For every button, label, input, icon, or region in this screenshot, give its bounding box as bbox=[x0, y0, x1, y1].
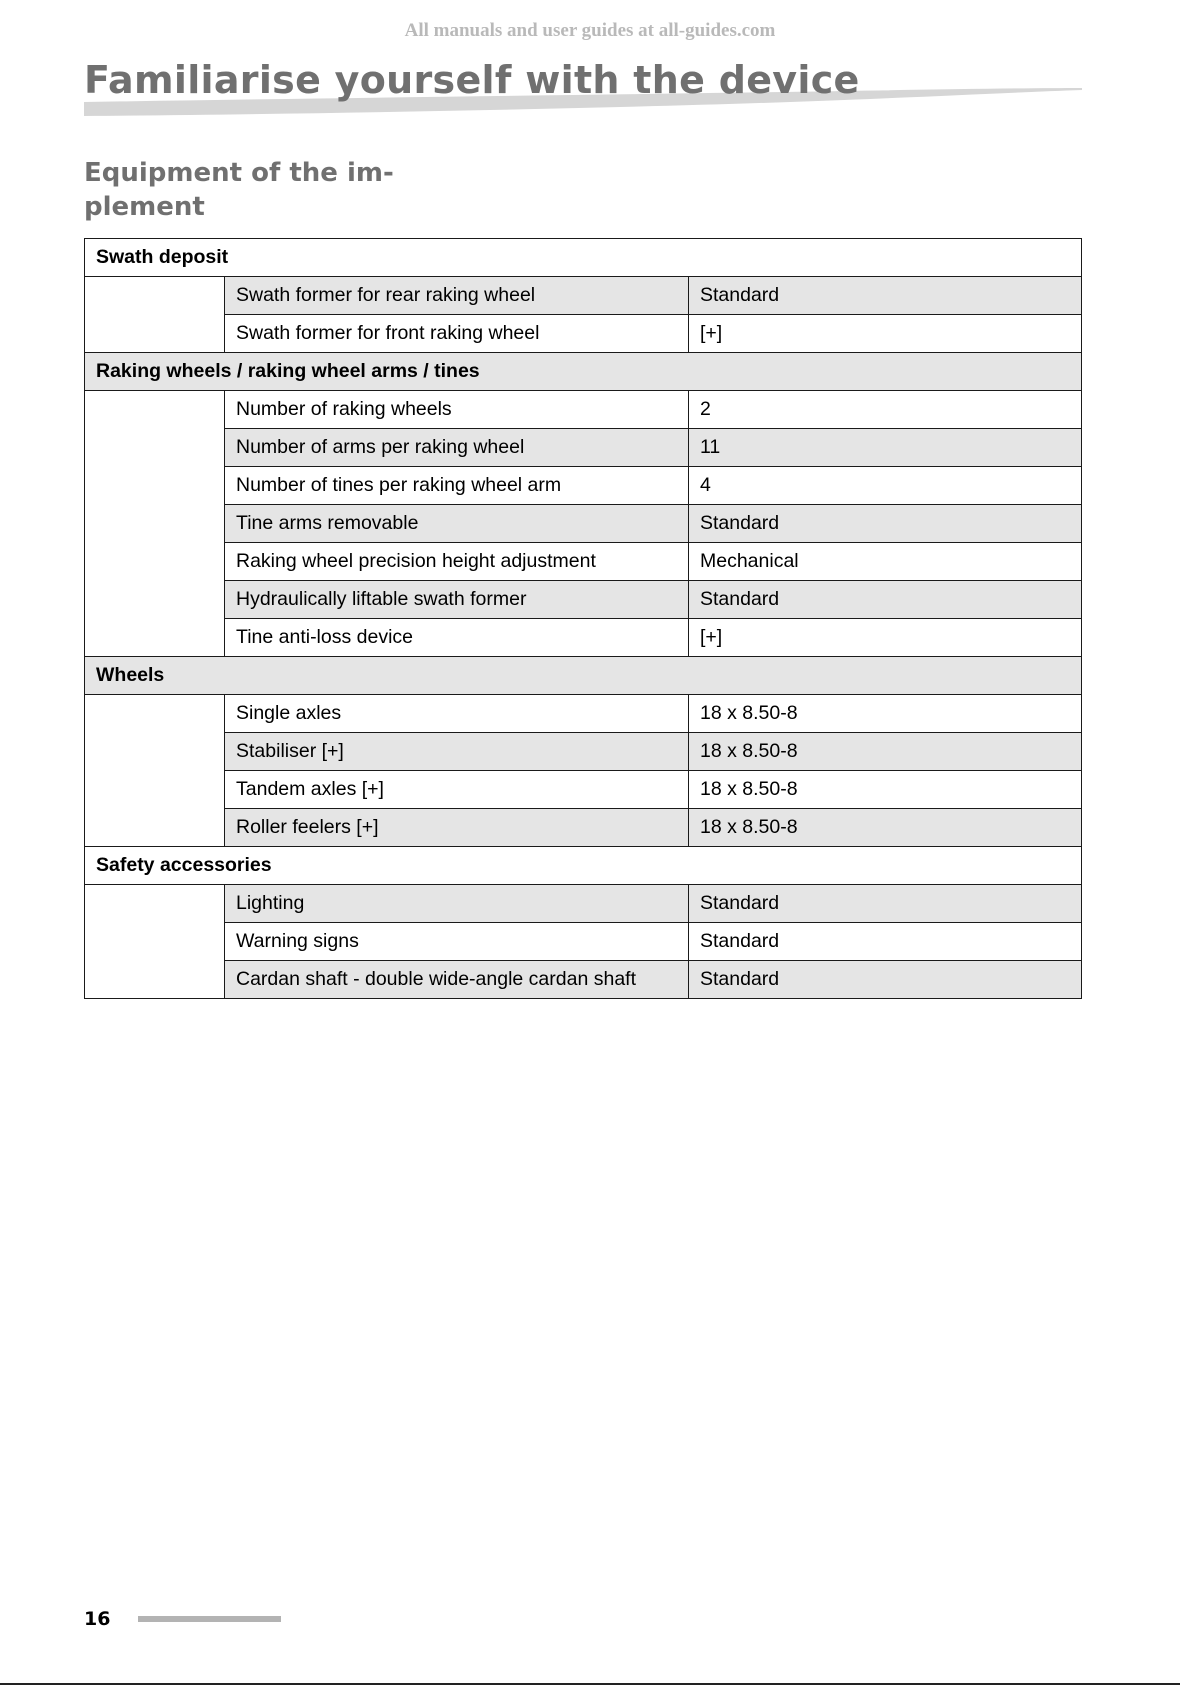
group-indent-cell bbox=[85, 391, 225, 657]
item-cell: Roller feelers [+] bbox=[225, 809, 689, 847]
table-row bbox=[85, 391, 1082, 429]
watermark-text: All manuals and user guides at all-guides.com bbox=[404, 20, 776, 41]
table-row bbox=[85, 733, 1082, 771]
item-cell: Cardan shaft - double wide-angle cardan shaft bbox=[225, 961, 689, 999]
section-title-text: Equipment of the im- plement bbox=[84, 158, 394, 222]
table-row bbox=[85, 505, 1082, 543]
group-heading-row bbox=[85, 657, 1082, 695]
value-cell: Standard bbox=[689, 923, 1082, 961]
group-heading-row bbox=[85, 239, 1082, 277]
table-row bbox=[85, 695, 1082, 733]
section-title bbox=[84, 156, 404, 224]
value-cell: 2 bbox=[689, 391, 1082, 429]
value-cell: Standard bbox=[689, 277, 1082, 315]
group-heading-row bbox=[85, 847, 1082, 885]
page-title: Familiarise yourself with the device bbox=[84, 58, 860, 102]
item-cell: Swath former for front raking wheel bbox=[225, 315, 689, 353]
group-heading: Swath deposit bbox=[85, 239, 1082, 277]
value-cell: Standard bbox=[689, 961, 1082, 999]
value-cell: 18 x 8.50-8 bbox=[689, 771, 1082, 809]
table-row bbox=[85, 923, 1082, 961]
footer-bar bbox=[138, 1616, 281, 1622]
equipment-table bbox=[84, 238, 1082, 999]
group-heading-row bbox=[85, 353, 1082, 391]
group-heading: Raking wheels / raking wheel arms / tines bbox=[85, 353, 1082, 391]
group-heading: Safety accessories bbox=[85, 847, 1082, 885]
table-row bbox=[85, 961, 1082, 999]
value-cell: Mechanical bbox=[689, 543, 1082, 581]
item-cell: Hydraulically liftable swath former bbox=[225, 581, 689, 619]
value-cell: 18 x 8.50-8 bbox=[689, 809, 1082, 847]
table-row bbox=[85, 277, 1082, 315]
value-cell: 4 bbox=[689, 467, 1082, 505]
item-cell: Swath former for rear raking wheel bbox=[225, 277, 689, 315]
table-row bbox=[85, 771, 1082, 809]
item-cell: Tine anti-loss device bbox=[225, 619, 689, 657]
value-cell: Standard bbox=[689, 505, 1082, 543]
item-cell: Warning signs bbox=[225, 923, 689, 961]
value-cell: 11 bbox=[689, 429, 1082, 467]
item-cell: Number of arms per raking wheel bbox=[225, 429, 689, 467]
table-row bbox=[85, 809, 1082, 847]
item-cell: Number of raking wheels bbox=[225, 391, 689, 429]
table-row bbox=[85, 543, 1082, 581]
value-cell: 18 x 8.50-8 bbox=[689, 733, 1082, 771]
value-cell: Standard bbox=[689, 581, 1082, 619]
item-cell: Raking wheel precision height adjustment bbox=[225, 543, 689, 581]
group-indent-cell bbox=[85, 695, 225, 847]
value-cell: [+] bbox=[689, 315, 1082, 353]
table-row bbox=[85, 619, 1082, 657]
value-cell: 18 x 8.50-8 bbox=[689, 695, 1082, 733]
value-cell: Standard bbox=[689, 885, 1082, 923]
table-row bbox=[85, 315, 1082, 353]
table-row bbox=[85, 467, 1082, 505]
table-row bbox=[85, 581, 1082, 619]
item-cell: Lighting bbox=[225, 885, 689, 923]
page-number: 16 bbox=[84, 1608, 111, 1630]
group-indent-cell bbox=[85, 885, 225, 999]
item-cell: Tine arms removable bbox=[225, 505, 689, 543]
table-row bbox=[85, 429, 1082, 467]
table-row bbox=[85, 885, 1082, 923]
value-cell: [+] bbox=[689, 619, 1082, 657]
item-cell: Number of tines per raking wheel arm bbox=[225, 467, 689, 505]
item-cell: Tandem axles [+] bbox=[225, 771, 689, 809]
group-indent-cell bbox=[85, 277, 225, 353]
item-cell: Stabiliser [+] bbox=[225, 733, 689, 771]
item-cell: Single axles bbox=[225, 695, 689, 733]
group-heading: Wheels bbox=[85, 657, 1082, 695]
